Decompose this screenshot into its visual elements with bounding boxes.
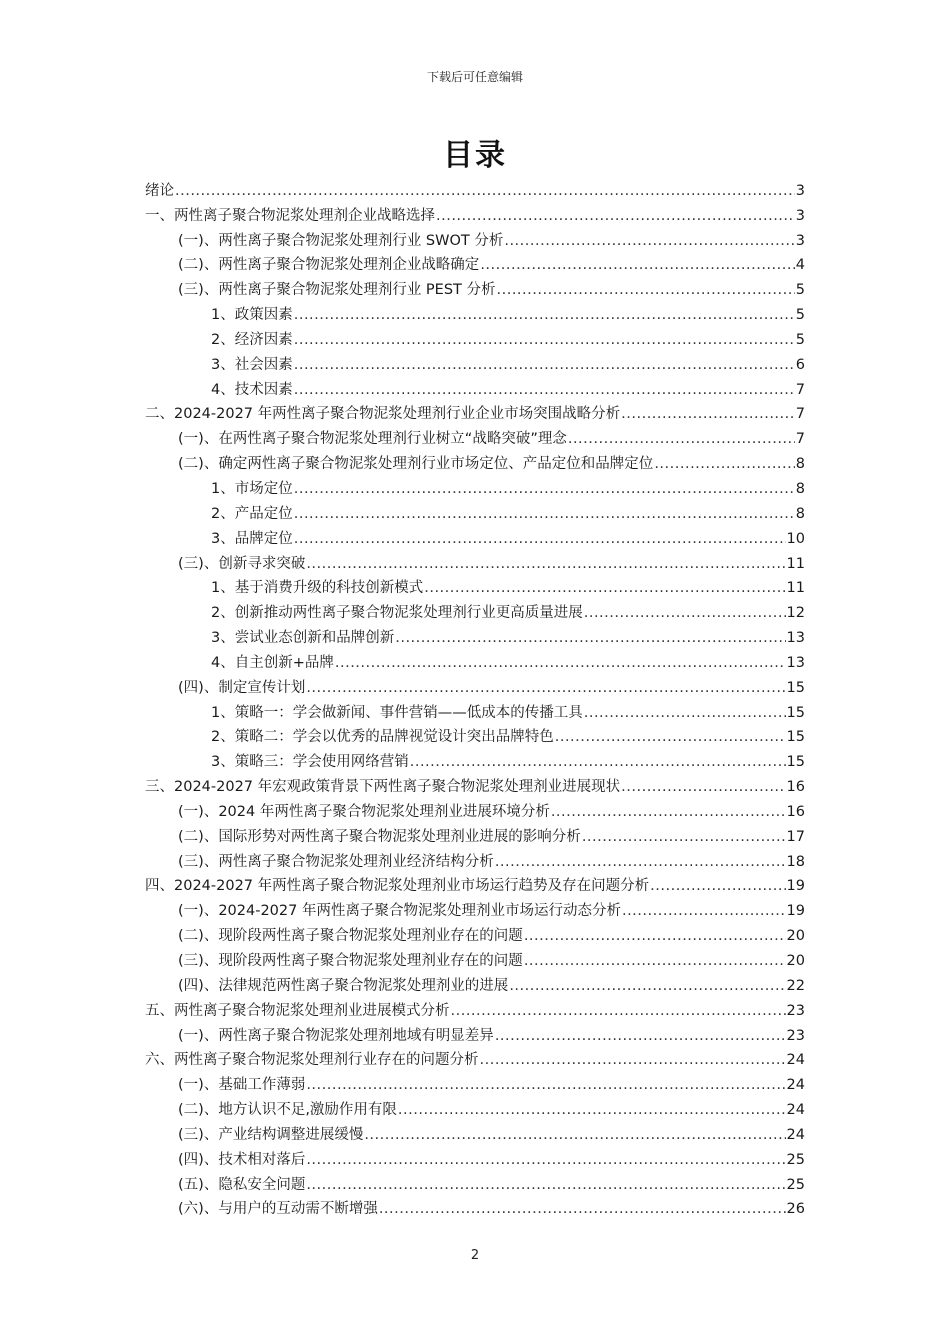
toc-leader-dots <box>175 181 795 201</box>
toc-leader-dots <box>582 827 786 847</box>
toc-entry-page: 5 <box>795 282 805 299</box>
toc-entry-page: 8 <box>795 480 805 497</box>
toc-entry[interactable] <box>145 1070 805 1095</box>
toc-leader-dots <box>584 603 786 623</box>
toc-entry[interactable] <box>145 1046 805 1071</box>
toc-entry[interactable] <box>145 747 805 772</box>
toc-entry-page: 23 <box>786 1002 805 1019</box>
toc-leader-dots <box>306 554 785 574</box>
header-note: 下载后可任意编辑 <box>426 70 523 84</box>
toc-entry-text: (三)、两性离子聚合物泥浆处理剂行业 PEST 分析 <box>178 282 496 299</box>
toc-entry-page: 24 <box>786 1052 805 1069</box>
toc-entry-text: (三)、创新寻求突破 <box>178 555 306 572</box>
toc-entry-text: (四)、制定宣传计划 <box>178 679 306 696</box>
toc-entry[interactable] <box>145 698 805 723</box>
toc-leader-dots <box>495 1026 786 1046</box>
toc-entry-text: 四、2024-2027 年两性离子聚合物泥浆处理剂业市场运行趋势及存在问题分析 <box>145 878 650 895</box>
toc-leader-dots <box>436 206 795 226</box>
toc-entry-text: 三、2024-2027 年宏观政策背景下两性离子聚合物泥浆处理剂业进展现状 <box>145 779 621 796</box>
toc-entry[interactable] <box>145 449 805 474</box>
toc-leader-dots <box>395 628 785 648</box>
toc-entry-page: 10 <box>786 530 805 547</box>
toc-entry-text: (六)、与用户的互动需不断增强 <box>178 1201 378 1218</box>
toc-entry-text: (二)、两性离子聚合物泥浆处理剂企业战略确定 <box>178 257 480 274</box>
page-number: 2 <box>470 1248 480 1263</box>
toc-entry-text: (五)、隐私安全问题 <box>178 1176 306 1193</box>
toc-entry[interactable] <box>145 300 805 325</box>
toc-entry[interactable] <box>145 946 805 971</box>
toc-leader-dots <box>584 703 786 723</box>
toc-entry[interactable] <box>145 723 805 748</box>
toc-entry-text: 3、品牌定位 <box>211 530 293 547</box>
toc-entry-page: 16 <box>786 779 805 796</box>
toc-entry-text: 4、技术因素 <box>211 381 293 398</box>
toc-entry[interactable] <box>145 872 805 897</box>
toc-leader-dots <box>294 380 795 400</box>
toc-entry-page: 16 <box>786 803 805 820</box>
toc-entry[interactable] <box>145 1145 805 1170</box>
toc-entry-text: (三)、现阶段两性离子聚合物泥浆处理剂业存在的问题 <box>178 953 523 969</box>
toc-leader-dots <box>650 876 785 896</box>
toc-entry-page: 19 <box>786 903 805 920</box>
toc-leader-dots <box>335 653 786 673</box>
toc-entry-text: (一)、两性离子聚合物泥浆处理剂行业 SWOT 分析 <box>178 232 504 249</box>
toc-entry[interactable] <box>145 971 805 996</box>
toc-leader-dots <box>294 479 795 499</box>
toc-entry[interactable] <box>145 921 805 946</box>
toc-leader-dots <box>509 976 785 996</box>
toc-leader-dots <box>524 951 786 971</box>
toc-entry-page: 4 <box>795 257 805 274</box>
toc-entry[interactable] <box>145 1021 805 1046</box>
toc-entry-text: 五、两性离子聚合物泥浆处理剂业进展模式分析 <box>145 1002 450 1019</box>
toc-leader-dots <box>451 1001 786 1021</box>
toc-entry-page: 7 <box>795 406 805 423</box>
toc-entry-text: (二)、现阶段两性离子聚合物泥浆处理剂业存在的问题 <box>178 928 523 945</box>
toc-entry-text: 六、两性离子聚合物泥浆处理剂行业存在的问题分析 <box>145 1052 479 1069</box>
toc-entry[interactable] <box>145 275 805 300</box>
toc-leader-dots <box>495 852 786 872</box>
toc-entry-page: 15 <box>786 679 805 696</box>
toc-entry-text: 1、基于消费升级的科技创新模式 <box>211 580 424 597</box>
toc-entry[interactable] <box>145 797 805 822</box>
toc-entry-text: (四)、技术相对落后 <box>178 1151 306 1168</box>
toc-entry-page: 7 <box>795 381 805 398</box>
toc-leader-dots <box>504 231 794 251</box>
toc-leader-dots <box>497 280 795 300</box>
toc-entry-page: 15 <box>786 754 805 771</box>
toc-entry-page: 19 <box>786 878 805 895</box>
toc-entry[interactable] <box>145 251 805 276</box>
toc-leader-dots <box>294 504 795 524</box>
toc-entry-page: 11 <box>786 555 805 572</box>
toc-entry-page: 5 <box>795 307 805 324</box>
toc-leader-dots <box>621 404 795 424</box>
toc-leader-dots <box>306 678 785 698</box>
toc-entry-page: 22 <box>786 977 805 994</box>
toc-leader-dots <box>294 305 795 325</box>
toc-entry-text: (三)、两性离子聚合物泥浆处理剂业经济结构分析 <box>178 853 494 870</box>
toc-entry-text: (二)、国际形势对两性离子聚合物泥浆处理剂业进展的影响分析 <box>178 828 581 845</box>
toc-entry-page: 24 <box>786 1126 805 1143</box>
toc-entry[interactable] <box>145 1170 805 1195</box>
toc-entry[interactable] <box>145 424 805 449</box>
toc-entry[interactable] <box>145 176 805 201</box>
toc-leader-dots <box>294 355 795 375</box>
toc-entry-page: 15 <box>786 729 805 746</box>
toc-entry-page: 7 <box>795 431 805 448</box>
toc-leader-dots <box>654 454 794 474</box>
toc-entry-text: (一)、在两性离子聚合物泥浆处理剂行业树立“战略突破”理念 <box>178 431 567 448</box>
toc-entry-page: 25 <box>786 1151 805 1168</box>
toc-entry-text: (二)、确定两性离子聚合物泥浆处理剂行业市场定位、产品定位和品牌定位 <box>178 456 654 473</box>
toc-entry-page: 25 <box>786 1176 805 1193</box>
toc-entry[interactable] <box>145 499 805 524</box>
toc-leader-dots <box>306 1075 785 1095</box>
toc-entry-text: 一、两性离子聚合物泥浆处理剂企业战略选择 <box>145 207 435 224</box>
toc-entry[interactable] <box>145 623 805 648</box>
toc-leader-dots <box>398 1100 786 1120</box>
toc-entry-page: 18 <box>786 853 805 870</box>
toc-entry-page: 3 <box>795 207 805 224</box>
toc-leader-dots <box>410 752 786 772</box>
toc-entry[interactable] <box>145 474 805 499</box>
toc-entry[interactable] <box>145 1095 805 1120</box>
toc-entry-text: 3、尝试业态创新和品牌创新 <box>211 630 395 647</box>
toc-entry-page: 6 <box>795 356 805 373</box>
toc-entry-text: 1、策略一：学会做新闻、事件营销——低成本的传播工具 <box>211 704 583 721</box>
toc-entry[interactable] <box>145 847 805 872</box>
toc-leader-dots <box>480 255 794 275</box>
toc-entry-page: 3 <box>795 182 805 199</box>
toc-entry-text: 3、社会因素 <box>211 356 293 373</box>
toc-entry-text: 4、自主创新+品牌 <box>211 654 334 671</box>
toc-entry-page: 20 <box>786 953 805 969</box>
toc-leader-dots <box>306 1175 785 1195</box>
toc-entry-page: 12 <box>786 605 805 622</box>
toc-entry-page: 20 <box>786 928 805 945</box>
toc-entry-page: 26 <box>786 1201 805 1218</box>
toc-leader-dots <box>622 901 786 921</box>
toc-leader-dots <box>294 330 795 350</box>
toc-entry-page: 24 <box>786 1102 805 1119</box>
toc-entry-text: 2、产品定位 <box>211 505 293 522</box>
toc-entry-page: 8 <box>795 456 805 473</box>
toc-leader-dots <box>306 1150 785 1170</box>
toc-entry-page: 23 <box>786 1027 805 1044</box>
toc-leader-dots <box>379 1199 786 1219</box>
toc-entry[interactable] <box>145 226 805 251</box>
toc-entry-text: 1、政策因素 <box>211 307 293 324</box>
toc-entry[interactable] <box>145 574 805 599</box>
toc-leader-dots <box>524 926 786 946</box>
toc-entry[interactable] <box>145 673 805 698</box>
toc-entry-page: 17 <box>786 828 805 845</box>
toc-entry[interactable] <box>145 1120 805 1145</box>
toc-entry[interactable] <box>145 648 805 673</box>
toc-leader-dots <box>555 727 786 747</box>
toc-entry-text: 2、创新推动两性离子聚合物泥浆处理剂行业更高质量进展 <box>211 605 583 622</box>
toc-entry-page: 8 <box>795 505 805 522</box>
toc-entry-text: (一)、2024 年两性离子聚合物泥浆处理剂业进展环境分析 <box>178 803 550 820</box>
toc-entry[interactable] <box>145 896 805 921</box>
toc-entry[interactable] <box>145 996 805 1021</box>
toc-entry[interactable] <box>145 325 805 350</box>
toc-entry-text: (四)、法律规范两性离子聚合物泥浆处理剂业的进展 <box>178 977 509 994</box>
toc-leader-dots <box>621 777 785 797</box>
toc-entry-page: 15 <box>786 704 805 721</box>
toc-entry-page: 13 <box>786 630 805 647</box>
toc-entry[interactable] <box>145 772 805 797</box>
toc-leader-dots <box>568 429 795 449</box>
toc-entry-text: (一)、2024-2027 年两性离子聚合物泥浆处理剂业市场运行动态分析 <box>178 903 621 920</box>
toc-leader-dots <box>424 578 785 598</box>
toc-entry[interactable] <box>145 822 805 847</box>
toc-entry-page: 11 <box>786 580 805 597</box>
toc-entry-page: 3 <box>795 232 805 249</box>
toc-entry-text: 绪论 <box>145 182 174 199</box>
toc-entry[interactable] <box>145 201 805 226</box>
toc-entry[interactable] <box>145 375 805 400</box>
toc-leader-dots <box>480 1050 786 1070</box>
toc-leader-dots <box>364 1125 785 1145</box>
toc-entry[interactable] <box>145 524 805 549</box>
table-of-contents <box>145 176 805 1219</box>
toc-entry[interactable] <box>145 598 805 623</box>
toc-entry-text: (一)、两性离子聚合物泥浆处理剂地域有明显差异 <box>178 1027 494 1044</box>
toc-leader-dots <box>551 802 786 822</box>
toc-entry-text: 1、市场定位 <box>211 480 293 497</box>
toc-entry-text: 二、2024-2027 年两性离子聚合物泥浆处理剂行业企业市场突围战略分析 <box>145 406 621 423</box>
toc-entry-page: 24 <box>786 1077 805 1094</box>
toc-entry[interactable] <box>145 400 805 425</box>
toc-entry-text: 2、策略二：学会以优秀的品牌视觉设计突出品牌特色 <box>211 729 554 746</box>
toc-entry[interactable] <box>145 350 805 375</box>
toc-entry[interactable] <box>145 549 805 574</box>
toc-entry[interactable] <box>145 1195 805 1220</box>
toc-entry-page: 5 <box>795 331 805 348</box>
toc-entry-text: (二)、地方认识不足,激励作用有限 <box>178 1102 397 1119</box>
toc-entry-text: (一)、基础工作薄弱 <box>178 1077 306 1094</box>
toc-entry-text: 2、经济因素 <box>211 331 293 348</box>
toc-entry-text: 3、策略三：学会使用网络营销 <box>211 754 409 771</box>
toc-entry-page: 13 <box>786 654 805 671</box>
toc-leader-dots <box>294 529 786 549</box>
toc-entry-text: (三)、产业结构调整进展缓慢 <box>178 1126 364 1143</box>
toc-title: 目录 <box>443 138 507 173</box>
